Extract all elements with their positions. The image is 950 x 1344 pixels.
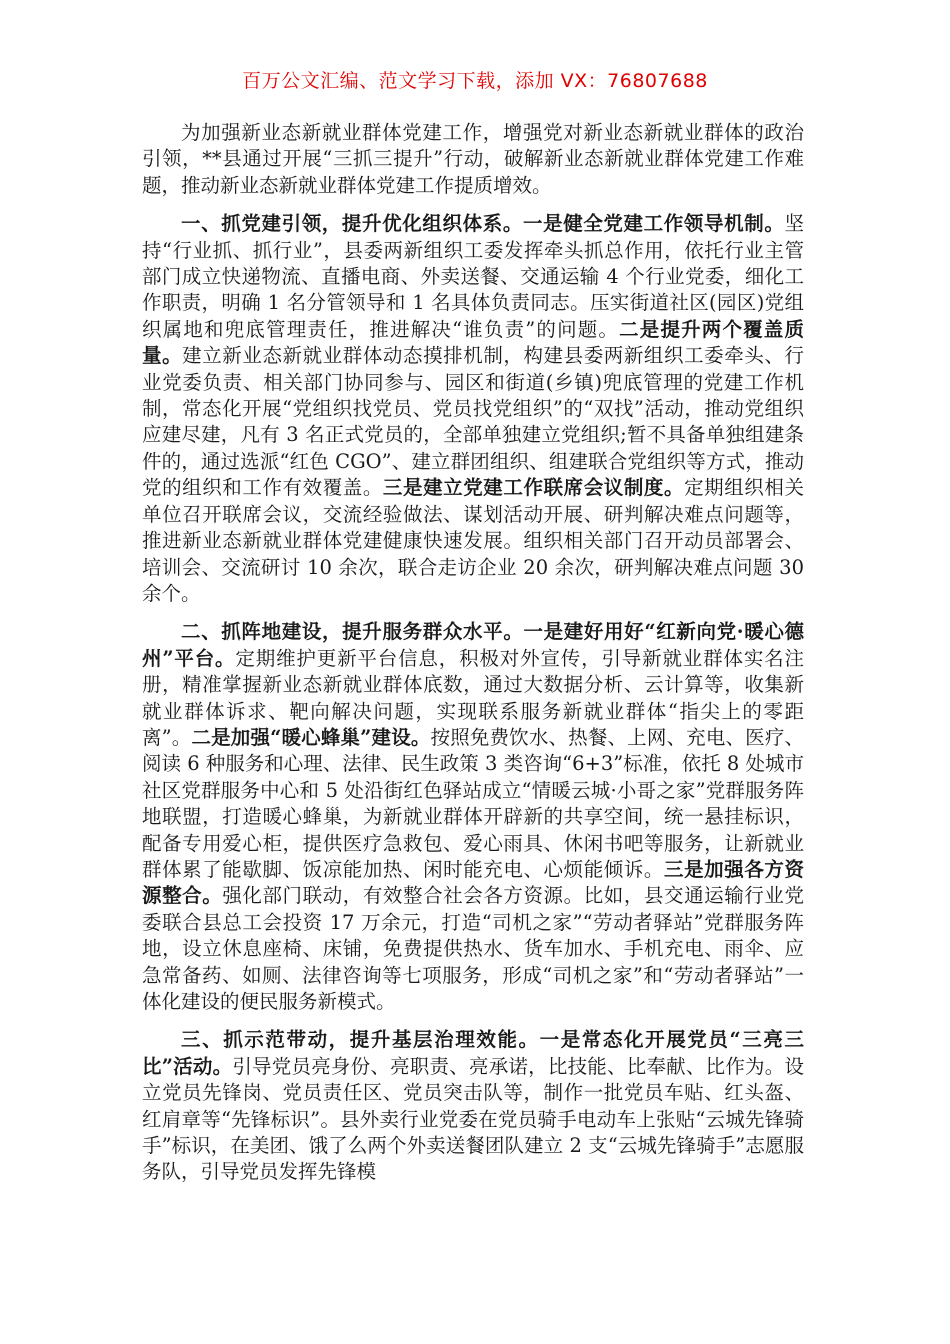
text-run: 为加强新业态新就业群体党建工作，增强党对新业态新就业群体的政治引领，**县通过开展“三抓三提升”行动，破解新业态新就业群体党建工作难题，推动新业态新就业群体党建工作提质增效。 (142, 121, 804, 197)
subheading: 二是提升两个覆盖质量。 (142, 317, 804, 368)
paragraph-section-1 (142, 211, 804, 607)
subheading: 二是加强“暖心蜂巢”建设。 (191, 725, 431, 749)
text-run: 定期维护更新平台信息，积极对外宣传，引导新就业群体实名注册，精准掌握新业态新就业群体底数，通过大数据分析、云计算等，收集新就业群体诉求、靶向解决问题，实现联系服务新就业群体“指尖上的零距离”。 (142, 646, 804, 749)
document-body (142, 120, 804, 1198)
section-heading: 一、抓党建引领，提升优化组织体系。一是健全党建工作领导机制。 (181, 212, 785, 236)
header-banner: 百万公文汇编、范文学习下载，添加 VX：76807688 (242, 70, 708, 92)
text-run: 强化部门联动，有效整合社会各方资源。比如，县交通运输行业党委联合县总工会投资 17 万余元，打造“司机之家”“劳动者驿站”党群服务阵地，设立休息座椅、床铺，免费提供热水、货车加水、手机充电、雨伞、应急常备药、如厕、法律咨询等七项服务，形成“司机之家”和“劳动者驿站”一体化建设的便民服务新模式。 (142, 884, 804, 1013)
paragraph-intro (142, 120, 804, 199)
text-run: 建立新业态新就业群体动态摸排机制，构建县委两新组织工委牵头、行业党委负责、相关部门协同参与、园区和街道(乡镇)兜底管理的党建工作机制，常态化开展“党组织找党员、党员找党组织”的“双找”活动，推动党组织应建尽建，凡有 3 名正式党员的，全部单独建立党组织;暂不具备单独组建条件的，通过选派“红色 CGO”、建立群团组织、组建联合党组织等方式，推动党的组织和工作有效覆盖。 (142, 344, 804, 500)
section-heading: 三、抓示范带动，提升基层治理效能。一是常态化开展党员“三亮三比”活动。 (142, 1028, 804, 1078)
text-run: 定期组织相关单位召开联席会议，交流经验做法、谋划活动开展、研判解决难点问题等，推进新业态新就业群体党建健康快速发展。组织相关部门召开动员部署会、培训会、交流研讨 10 余次，联合走访企业 20 余次，研判解决难点问题 30 余个。 (142, 476, 804, 605)
paragraph-section-3 (142, 1027, 804, 1185)
subheading: 三是加强各方资源整合。 (142, 857, 804, 908)
paragraph-section-2 (142, 619, 804, 1015)
section-heading: 二、抓阵地建设，提升服务群众水平。一是建好用好“红新向党·暖心德州”平台。 (142, 620, 804, 670)
text-run: 坚持“行业抓、抓行业”，县委两新组织工委发挥牵头抓总作用，依托行业主管部门成立快递物流、直播电商、外卖送餐、交通运输 4 个行业党委，细化工作职责，明确 1 名分管领导和 1 名具体负责同志。压实街道社区(园区)党组织属地和兜底管理责任，推进解决“谁负责”的问题。 (142, 212, 804, 341)
subheading: 三是建立党建工作联席会议制度。 (382, 476, 685, 500)
text-run: 引导党员亮身份、亮职责、亮承诺，比技能、比奉献、比作为。设立党员先锋岗、党员责任区、党员突击队等，制作一批党员车贴、红头盔、红肩章等“先锋标识”。县外卖行业党委在党员骑手电动车上张贴“云城先锋骑手”标识，在美团、饿了么两个外卖送餐团队建立 2 支“云城先锋骑手”志愿服务队，引导党员发挥先锋模 (142, 1054, 804, 1184)
text-run: 按照免费饮水、热餐、上网、充电、医疗、阅读 6 种服务和心理、法律、民生政策 3 类咨询“6+3”标准，依托 8 处城市社区党群服务中心和 5 处沿街红色驿站成立“情暖云城·小哥之家”党群服务阵地联盟，打造暖心蜂巢，为新就业群体开辟新的共享空间，统一悬挂标识，配备专用爱心柜，提供医疗急救包、爱心雨具、休闲书吧等服务，让新就业群体累了能歇脚、饭凉能加热、闲时能充电、心烦能倾诉。 (142, 725, 805, 881)
